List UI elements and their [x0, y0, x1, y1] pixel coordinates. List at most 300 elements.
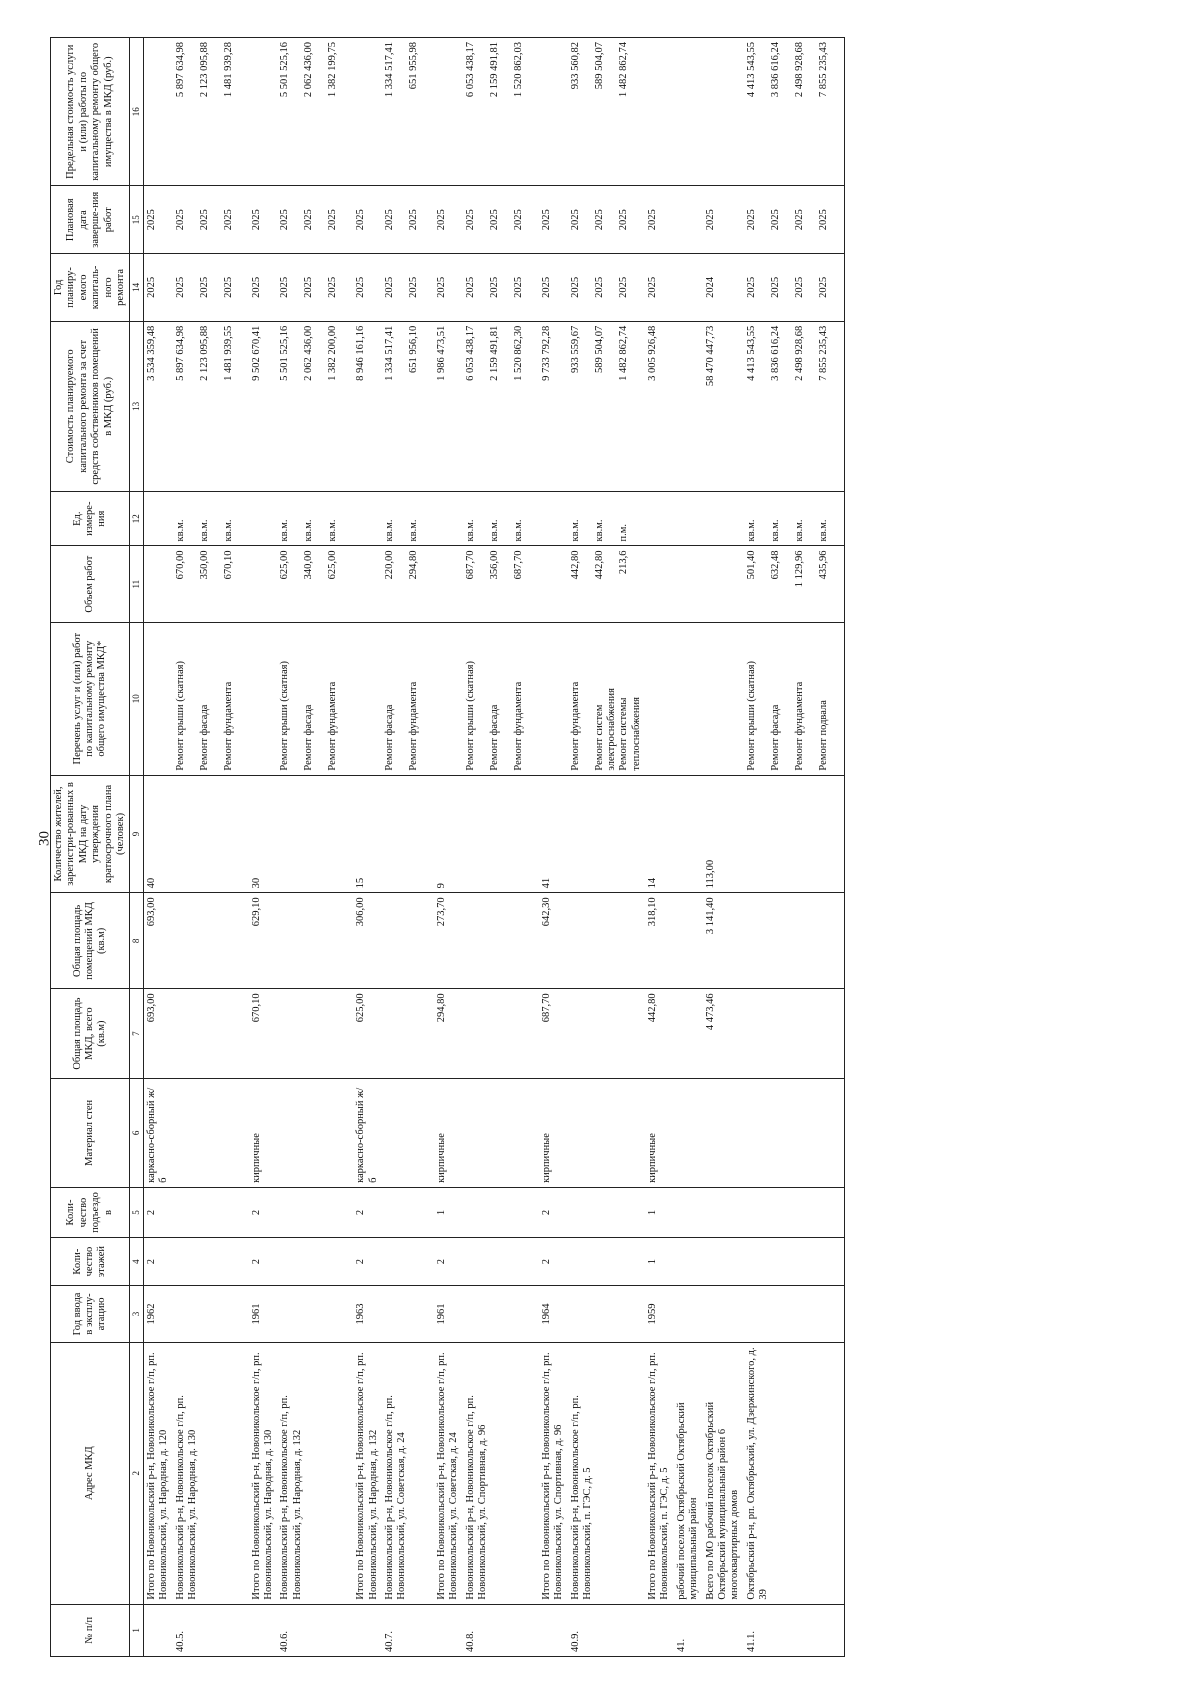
address-cell [143, 1342, 172, 1604]
col-header: Общая площадь МКД, всего (кв.м) [51, 989, 130, 1078]
address-cell [173, 1342, 249, 1604]
address-text: Итого по Новоникольский р-н, Новоникольское г/п, рп. Новоникольский, ул. Спортивная, д. 96 [540, 1352, 565, 1600]
limit-cost-item: 651 955,98 [408, 42, 420, 90]
address-cell [277, 1342, 353, 1604]
column-number: 9 [130, 775, 144, 893]
unit-item: кв.м. [488, 519, 500, 542]
end-date-text: 2025 [540, 209, 552, 231]
unit-item: кв.м. [512, 519, 524, 542]
column-number: 4 [130, 1238, 144, 1286]
limit-cost-item: 1 520 862,03 [512, 42, 524, 98]
entrances-cell [382, 1187, 434, 1237]
unit-cell [277, 491, 353, 546]
volume-cell [434, 546, 463, 622]
work-item: Ремонт крыши (скатная) [464, 661, 476, 771]
residents-cell [434, 775, 463, 893]
floors-cell [249, 1238, 278, 1286]
plan-year-cell [539, 254, 568, 322]
cost-text: 9 733 792,28 [540, 325, 552, 381]
table-row [382, 38, 434, 1657]
unit-item: кв.м. [569, 519, 581, 542]
plan-year-text: 2024 [704, 276, 716, 298]
floors-text: 1 [647, 1258, 659, 1265]
table-row [645, 38, 674, 1657]
entrances-cell [568, 1187, 646, 1237]
table-row [277, 38, 353, 1657]
unit-cell [173, 491, 249, 546]
rooms-area-text: 629,10 [250, 897, 262, 927]
column-number: 6 [130, 1078, 144, 1187]
volume-cell [463, 546, 539, 622]
volume-cell [645, 546, 674, 622]
table-row [539, 38, 568, 1657]
floors-cell [744, 1238, 845, 1286]
year-cell [434, 1286, 463, 1343]
plan-year-item: 2025 [279, 276, 291, 298]
row-number [434, 1604, 463, 1656]
address-cell [539, 1342, 568, 1604]
row-number-text: 40.9. [569, 1631, 581, 1652]
unit-cell [143, 491, 172, 546]
col-header: Материал стен [51, 1078, 130, 1187]
year-text: 1959 [647, 1303, 659, 1325]
floors-cell [173, 1238, 249, 1286]
entrances-text: 2 [145, 1209, 157, 1216]
floors-cell [568, 1238, 646, 1286]
end-date-cell [434, 186, 463, 254]
col-header: Коли-чество этажей [51, 1238, 130, 1286]
cost-item: 4 413 543,55 [745, 325, 757, 381]
works-cell [463, 622, 539, 775]
wall-material-text: кирпичные [250, 1133, 262, 1183]
residents-cell [463, 775, 539, 893]
cost-cell [703, 321, 744, 491]
end-date-item: 2025 [769, 209, 781, 231]
work-item: Ремонт системы теплоснабжения [618, 697, 642, 771]
column-number: 10 [130, 622, 144, 775]
row-number [645, 1604, 674, 1656]
year-text: 1962 [145, 1303, 157, 1325]
works-cell [744, 622, 845, 775]
cost-item: 1 482 862,74 [617, 325, 629, 381]
plan-year-cell [249, 254, 278, 322]
wall-material-cell [744, 1078, 845, 1187]
plan-year-item: 2025 [222, 276, 234, 298]
limit-cost-cell [143, 38, 172, 186]
end-date-item: 2025 [569, 209, 581, 231]
residents-text: 14 [647, 877, 659, 889]
address-cell [353, 1342, 382, 1604]
floors-cell [353, 1238, 382, 1286]
limit-cost-item: 5 897 634,98 [174, 42, 186, 98]
volume-item: 632,48 [769, 550, 781, 580]
column-number: 13 [130, 321, 144, 491]
volume-item: 625,00 [327, 550, 339, 580]
residents-cell [568, 775, 646, 893]
work-item: Ремонт фасада [384, 704, 396, 771]
cost-item: 5 501 525,16 [279, 325, 291, 381]
wall-material-cell [463, 1078, 539, 1187]
cost-item: 1 334 517,41 [384, 325, 396, 381]
volume-item: 442,80 [593, 550, 605, 580]
row-number [382, 1604, 434, 1656]
floors-text: 2 [250, 1258, 262, 1265]
total-area-cell [249, 989, 278, 1078]
plan-year-text: 2025 [647, 276, 659, 298]
plan-year-item: 2025 [174, 276, 186, 298]
cost-text: 3 534 359,48 [145, 325, 157, 381]
year-cell [674, 1286, 703, 1343]
rooms-area-cell [277, 893, 353, 989]
cost-item: 1 520 862,30 [512, 325, 524, 381]
column-number: 15 [130, 186, 144, 254]
rooms-area-cell [463, 893, 539, 989]
cost-item: 1 481 939,55 [222, 325, 234, 381]
end-date-item: 2025 [198, 209, 210, 231]
rooms-area-cell [143, 893, 172, 989]
row-number [568, 1604, 646, 1656]
end-date-cell [645, 186, 674, 254]
unit-item: кв.м. [745, 519, 757, 542]
limit-cost-item: 7 855 235,43 [817, 42, 829, 98]
wall-material-text: кирпичные [436, 1133, 448, 1183]
plan-year-cell [382, 254, 434, 322]
end-date-cell [674, 186, 703, 254]
limit-cost-cell [173, 38, 249, 186]
address-text: Новоникольский р-н, Новоникольское г/п, рп. Новоникольский, ул. Советская, д. 24 [384, 1395, 408, 1600]
cost-cell [353, 321, 382, 491]
unit-cell [645, 491, 674, 546]
rooms-area-text: 273,70 [436, 897, 448, 927]
unit-item: кв.м. [198, 519, 210, 542]
wall-material-cell [173, 1078, 249, 1187]
unit-cell [353, 491, 382, 546]
works-cell [674, 622, 703, 775]
limit-cost-item: 2 498 928,68 [793, 42, 805, 98]
col-header: Количество жителей, зарегистри-рованных в МКД на дату утверждения краткосрочного плана (человек) [51, 775, 130, 893]
work-item: Ремонт крыши (скатная) [745, 661, 757, 771]
work-item: Ремонт фундамента [512, 681, 524, 771]
end-date-item: 2025 [745, 209, 757, 231]
end-date-item: 2025 [303, 209, 315, 231]
total-area-cell [434, 989, 463, 1078]
end-date-item: 2025 [488, 209, 500, 231]
plan-year-item: 2025 [745, 276, 757, 298]
year-cell [568, 1286, 646, 1343]
volume-item: 670,10 [222, 550, 234, 580]
end-date-cell [744, 186, 845, 254]
cost-item: 2 498 928,68 [793, 325, 805, 381]
col-header: Перечень услуг и (или) работ по капитальному ремонту общего имущества МКД* [51, 622, 130, 775]
rooms-area-cell [645, 893, 674, 989]
entrances-cell [539, 1187, 568, 1237]
entrances-cell [674, 1187, 703, 1237]
address-text: рабочий поселок Октябрьский Октябрьский муниципальный район [675, 1402, 700, 1600]
plan-year-cell [568, 254, 646, 322]
end-date-text: 2025 [145, 209, 157, 231]
unit-cell [703, 491, 744, 546]
total-area-text: 687,70 [540, 993, 552, 1023]
residents-cell [353, 775, 382, 893]
total-area-cell [173, 989, 249, 1078]
floors-text: 2 [355, 1258, 367, 1265]
cost-item: 589 504,07 [593, 325, 605, 373]
cost-cell [744, 321, 845, 491]
col-header: № п/п [51, 1604, 130, 1656]
limit-cost-item: 6 053 438,17 [464, 42, 476, 98]
unit-cell [744, 491, 845, 546]
year-cell [382, 1286, 434, 1343]
volume-item: 501,40 [745, 550, 757, 580]
floors-cell [463, 1238, 539, 1286]
unit-item: кв.м. [279, 519, 291, 542]
floors-cell [674, 1238, 703, 1286]
column-number: 1 [130, 1604, 144, 1656]
plan-year-cell [143, 254, 172, 322]
entrances-text: 2 [355, 1209, 367, 1216]
residents-text: 9 [436, 883, 448, 889]
works-cell [277, 622, 353, 775]
address-text: Итого по Новоникольский р-н, Новоникольское г/п, рп. Новоникольский, ул. Советская, д. 24 [436, 1352, 460, 1600]
cost-text: 8 946 161,16 [355, 325, 367, 381]
end-date-item: 2025 [327, 209, 339, 231]
works-cell [645, 622, 674, 775]
year-cell [744, 1286, 845, 1343]
volume-cell [703, 546, 744, 622]
address-cell [382, 1342, 434, 1604]
limit-cost-cell [645, 38, 674, 186]
address-text: Новоникольский р-н, Новоникольское г/п, рп. Новоникольский, ул. Спортивная, д. 96 [464, 1395, 489, 1600]
plan-year-item: 2025 [384, 276, 396, 298]
end-date-text: 2025 [436, 209, 448, 231]
volume-item: 670,00 [174, 550, 186, 580]
row-number [703, 1604, 744, 1656]
work-item: Ремонт фасада [769, 704, 781, 771]
address-cell [674, 1342, 703, 1604]
limit-cost-item: 2 159 491,81 [488, 42, 500, 98]
end-date-item: 2025 [593, 209, 605, 231]
wall-material-cell [703, 1078, 744, 1187]
rooms-area-cell [249, 893, 278, 989]
table-row [744, 38, 845, 1657]
year-cell [353, 1286, 382, 1343]
entrances-cell [434, 1187, 463, 1237]
unit-item: кв.м. [222, 519, 234, 542]
address-cell [703, 1342, 744, 1604]
wall-material-cell [382, 1078, 434, 1187]
table-body [143, 38, 844, 1657]
address-cell [645, 1342, 674, 1604]
table-row [249, 38, 278, 1657]
residents-text: 41 [540, 877, 552, 889]
volume-item: 356,00 [488, 550, 500, 580]
entrances-cell [703, 1187, 744, 1237]
capital-repair-table [50, 37, 845, 1657]
row-number [143, 1604, 172, 1656]
year-cell [645, 1286, 674, 1343]
plan-year-item: 2025 [488, 276, 500, 298]
row-number-text: 40.5. [174, 1631, 186, 1652]
work-item: Ремонт фундамента [327, 681, 339, 771]
table-row [568, 38, 646, 1657]
col-header: Коли-чество подъездо в [51, 1187, 130, 1237]
volume-item: 1 129,96 [793, 550, 805, 588]
row-number-text: 41.1. [745, 1631, 757, 1652]
column-number: 5 [130, 1187, 144, 1237]
volume-item: 687,70 [512, 550, 524, 580]
rooms-area-text: 306,00 [355, 897, 367, 927]
cost-text: 3 005 926,48 [647, 325, 659, 381]
work-item: Ремонт фундамента [793, 681, 805, 771]
row-number [249, 1604, 278, 1656]
volume-item: 340,00 [303, 550, 315, 580]
row-number-text: 41. [675, 1638, 687, 1652]
residents-cell [539, 775, 568, 893]
column-number: 7 [130, 989, 144, 1078]
end-date-cell [703, 186, 744, 254]
end-date-item: 2025 [464, 209, 476, 231]
plan-year-cell [703, 254, 744, 322]
works-cell [382, 622, 434, 775]
address-text: Новоникольский р-н, Новоникольское г/п, рп. Новоникольский, п. ГЭС, д. 5 [569, 1395, 593, 1600]
table-row [434, 38, 463, 1657]
end-date-item: 2025 [384, 209, 396, 231]
total-area-text: 442,80 [647, 993, 659, 1023]
end-date-cell [382, 186, 434, 254]
plan-year-cell [463, 254, 539, 322]
wall-material-text: каркасно-сборный ж/б [355, 1087, 379, 1183]
entrances-cell [353, 1187, 382, 1237]
residents-text: 40 [145, 877, 157, 889]
work-item: Ремонт фасада [303, 704, 315, 771]
row-number [277, 1604, 353, 1656]
cost-cell [249, 321, 278, 491]
unit-cell [539, 491, 568, 546]
residents-cell [744, 775, 845, 893]
wall-material-text: кирпичные [647, 1133, 659, 1183]
plan-year-text: 2025 [355, 276, 367, 298]
limit-cost-cell [568, 38, 646, 186]
year-cell [539, 1286, 568, 1343]
residents-cell [143, 775, 172, 893]
year-cell [463, 1286, 539, 1343]
rooms-area-cell [674, 893, 703, 989]
work-item: Ремонт фундамента [408, 681, 420, 771]
limit-cost-cell [277, 38, 353, 186]
plan-year-item: 2025 [769, 276, 781, 298]
total-area-text: 294,80 [436, 993, 448, 1023]
residents-cell [173, 775, 249, 893]
wall-material-cell [353, 1078, 382, 1187]
total-area-cell [744, 989, 845, 1078]
unit-item: кв.м. [793, 519, 805, 542]
cost-cell [382, 321, 434, 491]
entrances-text: 2 [540, 1209, 552, 1216]
limit-cost-item: 1 334 517,41 [384, 42, 396, 98]
wall-material-cell [249, 1078, 278, 1187]
end-date-text: 2025 [355, 209, 367, 231]
wall-material-cell [568, 1078, 646, 1187]
cost-cell [277, 321, 353, 491]
cost-cell [568, 321, 646, 491]
row-number-text: 40.7. [384, 1631, 396, 1652]
address-text: Новоникольский р-н, Новоникольское г/п, рп. Новоникольский, ул. Народная, д. 130 [174, 1395, 198, 1600]
rooms-area-cell [703, 893, 744, 989]
plan-year-item: 2025 [817, 276, 829, 298]
wall-material-text: кирпичные [540, 1133, 552, 1183]
unit-item: кв.м. [384, 519, 396, 542]
wall-material-cell [645, 1078, 674, 1187]
address-cell [249, 1342, 278, 1604]
cost-text: 9 502 670,41 [250, 325, 262, 381]
cost-text: 1 986 473,51 [436, 325, 448, 381]
address-text: Всего по МО рабочий поселок Октябрьский Октябрьский муниципальный район 6 многоквартирных домов [704, 1401, 741, 1600]
total-area-cell [539, 989, 568, 1078]
volume-item: 350,00 [198, 550, 210, 580]
row-number [674, 1604, 703, 1656]
unit-item: кв.м. [464, 519, 476, 542]
volume-cell [744, 546, 845, 622]
header-row [51, 38, 130, 1657]
plan-year-cell [173, 254, 249, 322]
col-header: Год планиру-емого капиталь-ного ремонта [51, 254, 130, 322]
row-number-text: 40.8. [464, 1631, 476, 1652]
unit-cell [463, 491, 539, 546]
plan-year-item: 2025 [569, 276, 581, 298]
wall-material-cell [539, 1078, 568, 1187]
floors-cell [539, 1238, 568, 1286]
entrances-cell [645, 1187, 674, 1237]
col-header: Общая площадь помещений МКД (кв.м) [51, 893, 130, 989]
unit-item: кв.м. [303, 519, 315, 542]
plan-year-item: 2025 [793, 276, 805, 298]
cost-item: 3 836 616,24 [769, 325, 781, 381]
wall-material-cell [674, 1078, 703, 1187]
end-date-text: 2025 [647, 209, 659, 231]
table-row [143, 38, 172, 1657]
entrances-cell [173, 1187, 249, 1237]
wall-material-text: каркасно-сборный ж/б [145, 1087, 170, 1183]
year-text: 1961 [436, 1303, 448, 1325]
address-cell [568, 1342, 646, 1604]
cost-cell [143, 321, 172, 491]
end-date-text: 2025 [250, 209, 262, 231]
end-date-cell [539, 186, 568, 254]
end-date-cell [277, 186, 353, 254]
plan-year-item: 2025 [327, 276, 339, 298]
residents-text: 113,00 [704, 859, 716, 889]
plan-year-item: 2025 [408, 276, 420, 298]
row-number-text: 40.6. [279, 1631, 291, 1652]
floors-cell [703, 1238, 744, 1286]
limit-cost-item: 3 836 616,24 [769, 42, 781, 98]
year-cell [277, 1286, 353, 1343]
works-cell [568, 622, 646, 775]
limit-cost-cell [353, 38, 382, 186]
work-item: Ремонт подвала [817, 700, 829, 771]
cost-item: 2 062 436,00 [303, 325, 315, 381]
unit-item: кв.м. [174, 519, 186, 542]
floors-cell [645, 1238, 674, 1286]
cost-item: 7 855 235,43 [817, 325, 829, 381]
entrances-text: 1 [647, 1209, 659, 1216]
end-date-item: 2025 [174, 209, 186, 231]
total-area-cell [382, 989, 434, 1078]
entrances-cell [463, 1187, 539, 1237]
address-text: Итого по Новоникольский р-н, Новоникольское г/п, рп. Новоникольский, п. ГЭС, д. 5 [647, 1352, 671, 1600]
column-number: 3 [130, 1286, 144, 1343]
volume-item: 435,96 [817, 550, 829, 580]
